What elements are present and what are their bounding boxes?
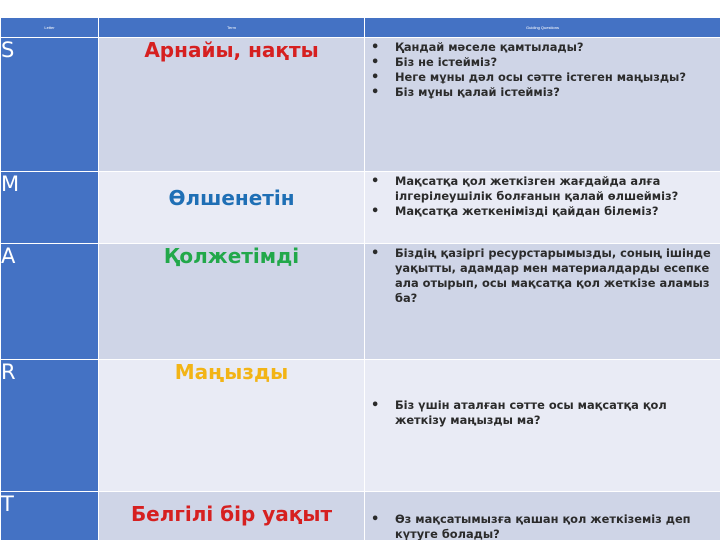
row-letter: R xyxy=(1,360,99,492)
header-letter: Letter xyxy=(1,18,99,38)
row-letter: T xyxy=(1,492,99,540)
question-list xyxy=(365,492,720,540)
row-questions xyxy=(365,492,720,540)
question-list xyxy=(365,398,720,454)
question-item: • Біз үшін аталған сәтте осы мақсатқа қол жеткізу маңызды ма? xyxy=(395,398,716,428)
question-item: • Біз мұны қалай істейміз? xyxy=(395,85,716,100)
row-questions xyxy=(365,172,720,244)
table-header-row xyxy=(1,18,720,38)
row-letter: A xyxy=(1,244,99,360)
question-item: • Өз мақсатымызға қашан қол жеткіземіз деп күтуге болады? xyxy=(395,512,716,540)
question-item: • Біздің қазіргі ресурстарымызды, соның ішінде уақытты, адамдар мен материалдарды есепке ала отырып, осы мақсатқа қол жеткізе аламыз ба? xyxy=(395,246,716,306)
table-row-m xyxy=(1,172,720,244)
row-term: Арнайы, нақты xyxy=(99,38,365,172)
row-term: Өлшенетін xyxy=(99,172,365,244)
header-guiding-questions: Guiding Questions xyxy=(365,18,720,38)
row-term: Белгілі бір уақыт xyxy=(99,492,365,540)
question-list xyxy=(365,244,720,306)
row-term: Маңызды xyxy=(99,360,365,492)
table-row-r xyxy=(1,360,720,492)
question-item: • Мақсатқа қол жеткізген жағдайда алға ілгерілеушілік болғанын қалай өлшейміз? xyxy=(395,174,716,204)
question-item: • Неге мұны дәл осы сәтте істеген маңызды? xyxy=(395,70,716,85)
smart-goals-table xyxy=(0,17,720,540)
row-questions xyxy=(365,38,720,172)
question-list xyxy=(365,172,720,219)
table-row-s xyxy=(1,38,720,172)
question-item: • Мақсатқа жеткенімізді қайдан білеміз? xyxy=(395,204,716,219)
question-item: • Қандай мәселе қамтылады? xyxy=(395,40,716,55)
row-questions xyxy=(365,244,720,360)
row-questions xyxy=(365,360,720,492)
question-list xyxy=(365,38,720,100)
table-row-t xyxy=(1,492,720,540)
header-term: Term xyxy=(99,18,365,38)
row-letter: M xyxy=(1,172,99,244)
row-term: Қолжетімді xyxy=(99,244,365,360)
question-item: • Біз не істейміз? xyxy=(395,55,716,70)
row-letter: S xyxy=(1,38,99,172)
table-row-a xyxy=(1,244,720,360)
